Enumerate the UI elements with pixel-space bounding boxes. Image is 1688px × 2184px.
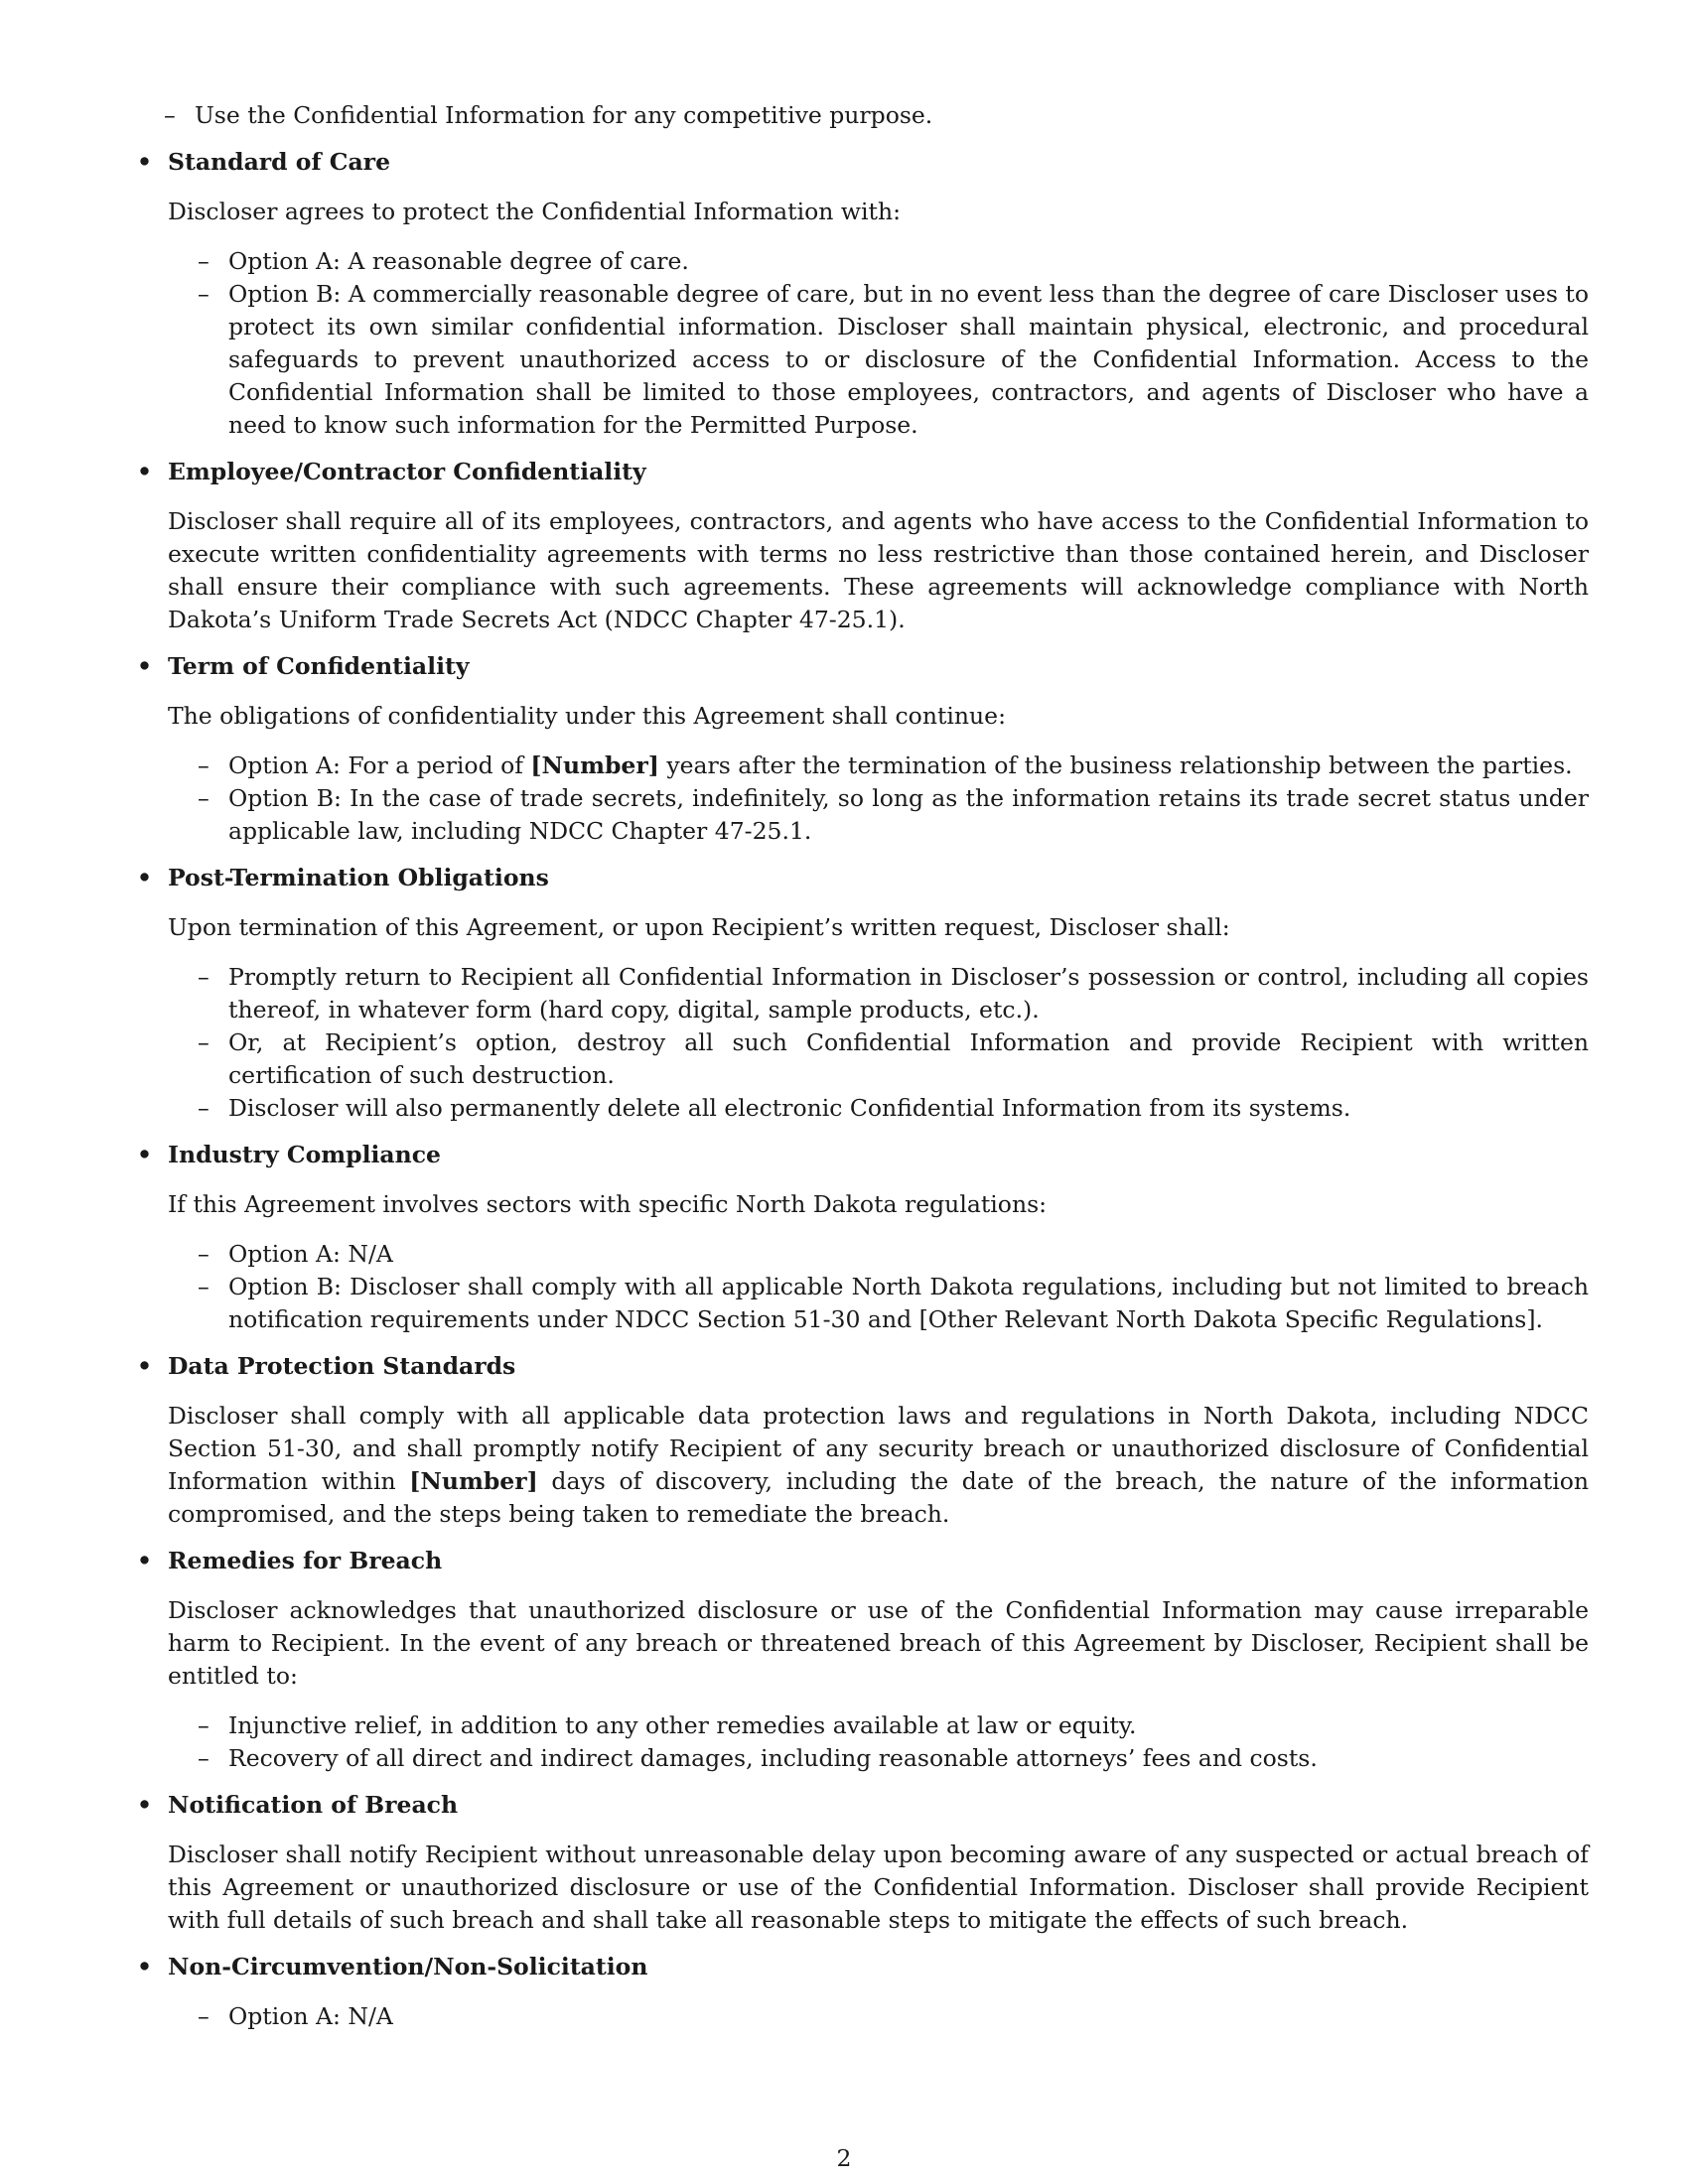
text-run: days of discovery, including the date of the breach, the nature of the information compromised, and the steps being taken to remediate the breach. [168,1467,1589,1528]
section-intro: The obligations of confidentiality under this Agreement shall continue: [168,702,1007,730]
section-term [134,650,1589,848]
section-employee-confidentiality [134,456,1589,636]
section-list [134,146,1589,2033]
section-non-circumvention [134,1951,1589,2033]
list-item: – Injunctive relief, in addition to any other remedies available at law or equity. [168,1709,1589,1742]
list-item: – Recovery of all direct and indirect damages, including reasonable attorneys’ fees and costs. [168,1742,1589,1775]
option-list [168,245,1589,442]
text-run: Discloser shall comply with all applicable data protection laws and regulations in North Dakota, including NDCC Section 51-30, and shall promptly notify Recipient of any security breach or unauthorized disclosure of Confidential Information within [168,1402,1589,1495]
list-item: – Discloser will also permanently delete all electronic Confidential Information from its systems. [168,1092,1589,1125]
section-intro: Discloser agrees to protect the Confidential Information with: [168,198,902,225]
placeholder-number: [Number] [409,1467,538,1495]
option-list [168,750,1589,848]
page-content [134,99,1589,2047]
section-post-termination [134,862,1589,1125]
section-industry-compliance [134,1139,1589,1336]
section-remedies [134,1545,1589,1775]
placeholder-number: [Number] [530,751,659,779]
section-title: • Remedies for Breach [168,1547,443,1574]
list-item: – Option B: In the case of trade secrets, indefinitely, so long as the information retains its trade secret status under applicable law, including NDCC Chapter 47-25.1. [168,782,1589,848]
continuation-list [134,99,1589,132]
obligation-list [168,961,1589,1125]
section-paragraph: Discloser acknowledges that unauthorized disclosure or use of the Confidential Information may cause irreparable harm to Recipient. In the event of any breach or threatened breach of this Agreement by Discloser, Recipient shall be entitled to: [168,1596,1589,1690]
section-title: • Term of Confidentiality [168,652,470,680]
section-title: • Standard of Care [168,148,391,176]
list-item: – Option B: A commercially reasonable degree of care, but in no event less than the degree of care Discloser uses to protect its own similar confidential information. Discloser shall maintain physical, electronic, and procedural safeguards to prevent unauthorized access to or disclosure of the Confidential Information. Access to the Confidential Information shall be limited to those employees, contractors, and agents of Discloser who have a need to know such information for the Permitted Purpose. [168,278,1589,442]
section-title: • Employee/Contractor Confidentiality [168,458,646,485]
page-number: 2 [836,2144,852,2172]
text-run: Option A: For a period of [228,751,531,779]
section-paragraph [168,1400,1589,1531]
section-data-protection [134,1350,1589,1531]
section-intro: Upon termination of this Agreement, or upon Recipient’s written request, Discloser shall: [168,913,1230,941]
section-standard-of-care [134,146,1589,442]
list-item: – Or, at Recipient’s option, destroy all such Confidential Information and provide Recipient with written certification of such destruction. [168,1026,1589,1092]
list-item: – Promptly return to Recipient all Confidential Information in Discloser’s possession or control, including all copies thereof, in whatever form (hard copy, digital, sample products, etc.). [168,961,1589,1026]
section-title: • Industry Compliance [168,1141,442,1168]
list-item: – Option A: N/A [168,1238,1589,1271]
section-title: • Post-Termination Obligations [168,864,549,891]
section-title: • Non-Circumvention/Non-Solicitation [168,1953,648,1980]
list-item: – Option A: A reasonable degree of care. [168,245,1589,278]
option-list [168,2000,1589,2033]
section-title: • Data Protection Standards [168,1352,516,1380]
section-paragraph: Discloser shall require all of its employees, contractors, and agents who have access to the Confidential Information to execute written confidentiality agreements with terms no less restrictive than those contained herein, and Discloser shall ensure their compliance with such agreements. These agreements will acknowledge compliance with North Dakota’s Uniform Trade Secrets Act (NDCC Chapter 47-25.1). [168,507,1589,633]
text-run: years after the termination of the business relationship between the parties. [658,751,1573,779]
section-paragraph: Discloser shall notify Recipient without unreasonable delay upon becoming aware of any suspected or actual breach of this Agreement or unauthorized disclosure or use of the Confidential Information. Discloser shall provide Recipient with full details of such breach and shall take all reasonable steps to mitigate the effects of such breach. [168,1841,1589,1934]
list-item: – Option B: Discloser shall comply with all applicable North Dakota regulations, including but not limited to breach notification requirements under NDCC Section 51-30 and [Other Relevant North Dakota Specific Regulations]. [168,1271,1589,1336]
option-list [168,1238,1589,1336]
section-notification [134,1789,1589,1937]
list-item: – Use the Confidential Information for any competitive purpose. [134,99,1589,132]
section-title: • Notification of Breach [168,1791,459,1819]
list-item [168,750,1589,782]
section-intro: If this Agreement involves sectors with specific North Dakota regulations: [168,1190,1048,1218]
list-item: – Option A: N/A [168,2000,1589,2033]
remedy-list [168,1709,1589,1775]
